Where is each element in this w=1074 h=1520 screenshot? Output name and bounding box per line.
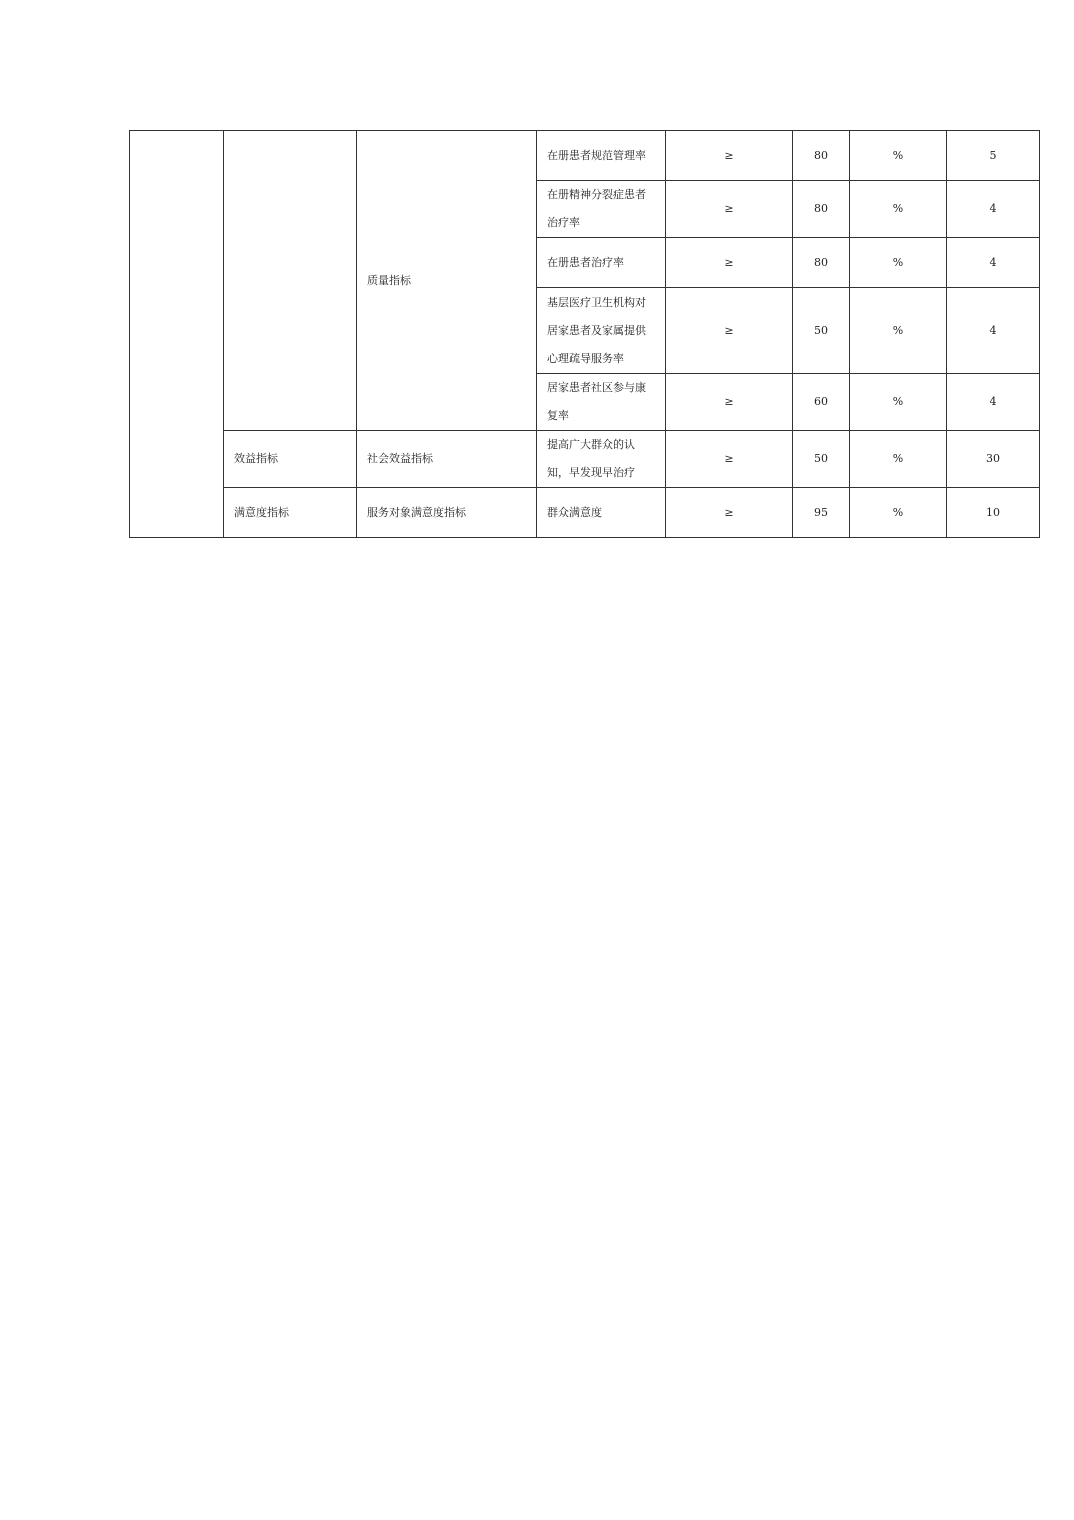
target-value: 80 — [793, 238, 850, 288]
target-value: 80 — [793, 181, 850, 238]
operator-cell: ≥ — [666, 131, 793, 181]
table-row — [130, 488, 1040, 538]
unit-cell: % — [850, 431, 947, 488]
indicator-name: 在册患者规范管理率 — [537, 131, 666, 181]
level1-cell — [130, 131, 224, 538]
operator-cell: ≥ — [666, 374, 793, 431]
operator-cell: ≥ — [666, 238, 793, 288]
score-cell: 4 — [947, 288, 1040, 374]
level2-cell-benefit: 效益指标 — [224, 431, 357, 488]
unit-cell: % — [850, 238, 947, 288]
unit-cell: % — [850, 488, 947, 538]
unit-cell: % — [850, 374, 947, 431]
target-value: 80 — [793, 131, 850, 181]
score-cell: 4 — [947, 238, 1040, 288]
indicator-name: 提高广大群众的认知，早发现早治疗 — [537, 431, 666, 488]
target-value: 60 — [793, 374, 850, 431]
level3-cell-quality: 质量指标 — [357, 131, 537, 431]
target-value: 95 — [793, 488, 850, 538]
indicator-name: 在册精神分裂症患者治疗率 — [537, 181, 666, 238]
target-value: 50 — [793, 431, 850, 488]
level3-cell-social-benefit: 社会效益指标 — [357, 431, 537, 488]
unit-cell: % — [850, 288, 947, 374]
level2-cell — [224, 131, 357, 431]
performance-indicator-table — [129, 130, 1040, 538]
level2-cell-satisfaction: 满意度指标 — [224, 488, 357, 538]
level3-cell-service-satisfaction: 服务对象满意度指标 — [357, 488, 537, 538]
operator-cell: ≥ — [666, 181, 793, 238]
indicator-name: 在册患者治疗率 — [537, 238, 666, 288]
indicator-name: 群众满意度 — [537, 488, 666, 538]
score-cell: 5 — [947, 131, 1040, 181]
score-cell: 10 — [947, 488, 1040, 538]
score-cell: 4 — [947, 181, 1040, 238]
indicator-name: 基层医疗卫生机构对居家患者及家属提供心理疏导服务率 — [537, 288, 666, 374]
operator-cell: ≥ — [666, 488, 793, 538]
table-row — [130, 131, 1040, 181]
score-cell: 4 — [947, 374, 1040, 431]
operator-cell: ≥ — [666, 431, 793, 488]
operator-cell: ≥ — [666, 288, 793, 374]
indicator-name: 居家患者社区参与康复率 — [537, 374, 666, 431]
target-value: 50 — [793, 288, 850, 374]
table-row — [130, 431, 1040, 488]
unit-cell: % — [850, 131, 947, 181]
unit-cell: % — [850, 181, 947, 238]
score-cell: 30 — [947, 431, 1040, 488]
